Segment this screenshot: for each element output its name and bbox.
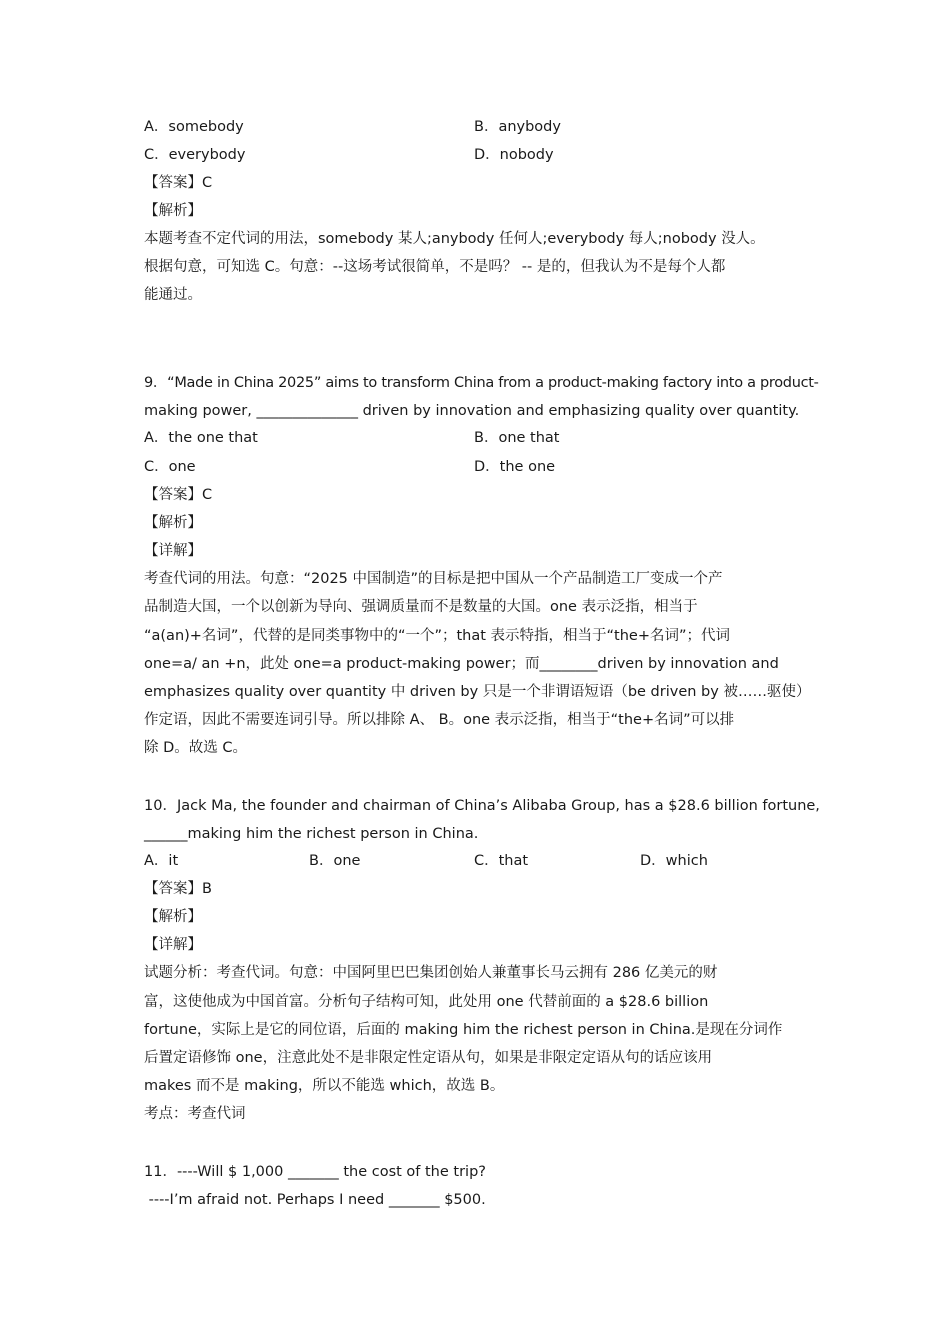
q10-question-line: ______making him the richest person in China.	[144, 826, 479, 842]
q10-analysis-label: 【解析】	[144, 909, 202, 925]
q10-explanation-line: 后置定语修饰 one，注意此处不是非限定性定语从句，如果是非限定定语从句的话应该用	[144, 1050, 713, 1066]
q10-point: 考点：考查代词	[144, 1106, 246, 1122]
q11-question-line: 11．----Will $ 1,000 _______ the cost of the trip?	[144, 1164, 486, 1180]
q11-question-line: ----I’m afraid not. Perhaps I need _______ $500.	[144, 1192, 486, 1208]
q9-detail-label: 【详解】	[144, 543, 202, 559]
q10-detail-label: 【详解】	[144, 937, 202, 953]
q10-option-d: D．which	[640, 853, 708, 869]
q10-option-b: B．one	[309, 853, 361, 869]
q9-explanation-line: 作定语，因此不需要连词引导。所以排除 A、 B。one 表示泛指，相当于“the+名词”可以排	[144, 712, 735, 728]
q9-explanation-line: emphasizes quality over quantity 中 driven by 只是一个非谓语短语（be driven by 被……驱使）	[144, 684, 811, 700]
q8-option-c: C．everybody	[144, 147, 246, 163]
q8-option-a: A．somebody	[144, 119, 244, 135]
q9-question-line: 9．“Made in China 2025” aims to transform China from a product-making factory into a product-	[144, 375, 819, 391]
q10-option-a: A．it	[144, 853, 179, 869]
q9-question-line: making power, ______________ driven by innovation and emphasizing quality over quantity.	[144, 403, 800, 419]
q9-option-c: C．one	[144, 459, 196, 475]
q10-question-line: 10．Jack Ma, the founder and chairman of China’s Alibaba Group, has a $28.6 billion fortune,	[144, 798, 820, 814]
q8-answer: 【答案】C	[144, 175, 213, 191]
q10-option-c: C．that	[474, 853, 529, 869]
q8-explanation-line: 能通过。	[144, 287, 202, 303]
q8-analysis-label: 【解析】	[144, 203, 202, 219]
q9-explanation-line: one=a/ an +n，此处 one=a product-making power；而________driven by innovation and	[144, 656, 779, 672]
q9-option-d: D．the one	[474, 459, 556, 475]
q8-option-d: D．nobody	[474, 147, 554, 163]
q10-answer: 【答案】B	[144, 881, 212, 897]
q9-answer: 【答案】C	[144, 487, 213, 503]
q10-explanation-line: 试题分析：考查代词。句意：中国阿里巴巴集团创始人兼董事长马云拥有 286 亿美元的财	[144, 965, 718, 981]
q9-explanation-line: 考查代词的用法。句意：“2025 中国制造”的目标是把中国从一个产品制造工厂变成一个产	[144, 571, 723, 587]
q9-analysis-label: 【解析】	[144, 515, 202, 531]
q9-option-a: A．the one that	[144, 430, 258, 446]
q8-option-b: B．anybody	[474, 119, 561, 135]
q10-explanation-line: 富，这使他成为中国首富。分析句子结构可知，此处用 one 代替前面的 a $28.6 billion	[144, 994, 709, 1010]
q8-explanation-line: 根据句意，可知选 C。句意：--这场考试很简单，不是吗？ -- 是的，但我认为不是每个人都	[144, 259, 726, 275]
q10-explanation-line: makes 而不是 making，所以不能选 which，故选 B。	[144, 1078, 505, 1094]
q8-explanation-line: 本题考查不定代词的用法，somebody 某人;anybody 任何人;everybody 每人;nobody 没人。	[144, 231, 765, 247]
q9-explanation-line: “a(an)+名词”，代替的是同类事物中的“一个”；that 表示特指，相当于“the+名词”；代词	[144, 628, 730, 644]
q9-explanation-line: 除 D。故选 C。	[144, 740, 248, 756]
q10-explanation-line: fortune，实际上是它的同位语，后面的 making him the richest person in China.是现在分词作	[144, 1022, 783, 1038]
q9-explanation-line: 品制造大国，一个以创新为导向、强调质量而不是数量的大国。one 表示泛指，相当于	[144, 599, 698, 615]
q9-option-b: B．one that	[474, 430, 560, 446]
